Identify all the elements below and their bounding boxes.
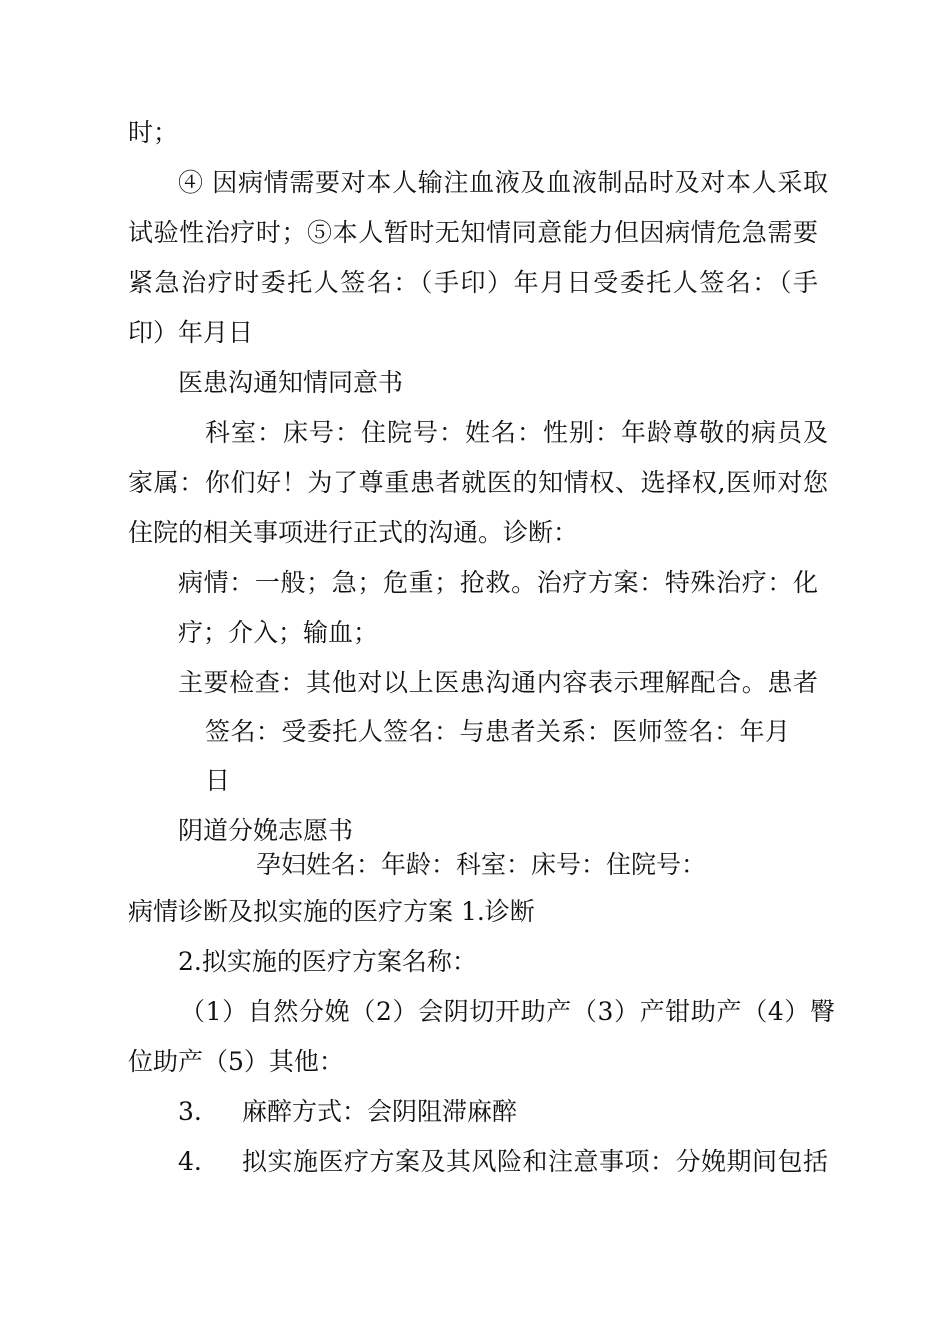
section-title: 医患沟通知情同意书 — [178, 368, 404, 397]
text-line: 麻醉方式：会阴阻滞麻醉 — [242, 1097, 518, 1126]
text-line: 2.拟实施的医疗方案名称： — [178, 947, 477, 976]
text-line: ④ 因病情需要对本人输注血液及血液制品时及对本人采取 — [178, 168, 828, 197]
text-line: 印）年月日 — [128, 318, 254, 347]
text-line: 孕妇姓名：年龄：科室：床号：住院号： — [256, 850, 707, 879]
text-line: 时； — [128, 118, 179, 147]
text-line: （1）自然分娩（2）会阴切开助产（3）产钳助产（4）臀 — [180, 997, 835, 1026]
text-line: 拟实施医疗方案及其风险和注意事项：分娩期间包括 — [242, 1147, 828, 1176]
list-number: 3. — [178, 1097, 202, 1126]
text-line: 位助产（5）其他： — [128, 1047, 344, 1076]
list-number: 4. — [178, 1147, 202, 1176]
text-line: 试验性治疗时；⑤本人暂时无知情同意能力但因病情危急需要 — [128, 218, 818, 247]
text-line: 紧急治疗时委托人签名：（手印）年月日受委托人签名：（手 — [128, 268, 818, 297]
text-line: 签名：受委托人签名：与患者关系：医师签名：年月 — [205, 717, 790, 746]
text-line: 病情诊断及拟实施的医疗方案 1.诊断 — [128, 897, 535, 926]
text-line: 家属：你们好！为了尊重患者就医的知情权、选择权,医师对您 — [128, 468, 828, 497]
text-line: 主要检查：其他对以上医患沟通内容表示理解配合。患者 — [178, 668, 818, 697]
text-line: 日 — [205, 766, 231, 795]
section-title: 阴道分娩志愿书 — [178, 816, 354, 845]
text-line: 住院的相关事项进行正式的沟通。诊断： — [128, 518, 579, 547]
text-line: 科室：床号：住院号：姓名：性别：年龄尊敬的病员及 — [205, 418, 828, 447]
text-line: 病情：一般；急；危重；抢救。治疗方案：特殊治疗：化 — [178, 568, 818, 597]
text-line: 疗；介入；输血； — [178, 618, 379, 647]
